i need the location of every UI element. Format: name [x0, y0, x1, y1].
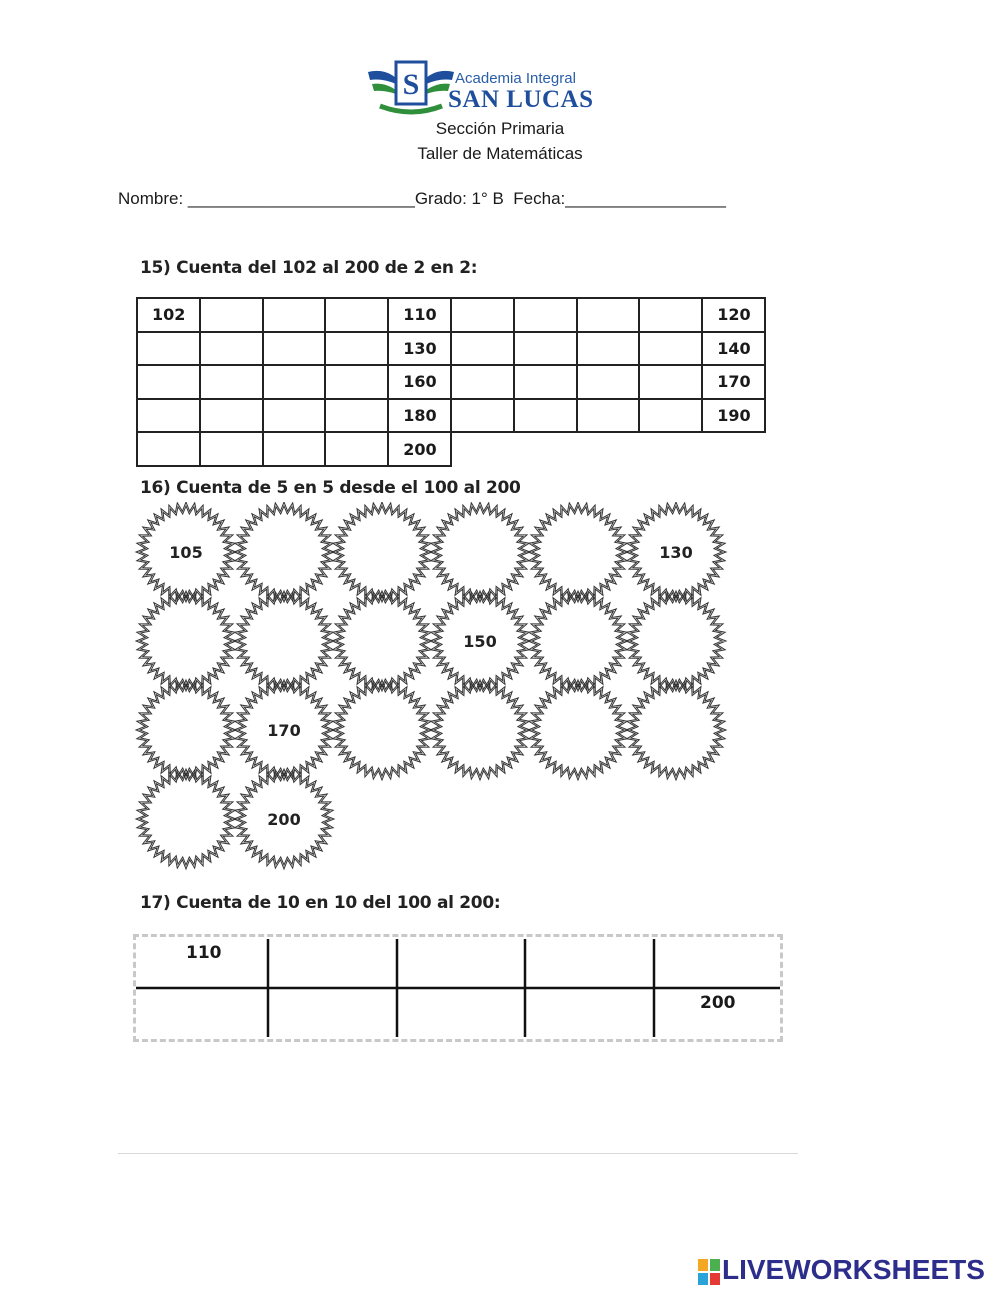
ex16-sun[interactable]: [430, 680, 530, 780]
ex15-cell[interactable]: [513, 398, 578, 434]
ex15-cell[interactable]: [576, 398, 641, 434]
ex16-sun[interactable]: [332, 502, 432, 602]
ex15-cell: 170: [701, 364, 766, 400]
ex15-cell[interactable]: [450, 364, 515, 400]
ex16-sun[interactable]: [528, 680, 628, 780]
ex15-cell[interactable]: [199, 364, 264, 400]
ex16-sun: [430, 591, 530, 691]
school-logo: [366, 58, 456, 120]
ex15-cell[interactable]: [576, 297, 641, 333]
student-info-line: Nombre: ________________________Grado: 1° B Fecha:_________________: [118, 189, 726, 208]
ex16-sun[interactable]: [234, 502, 334, 602]
logo-text-main: SAN LUCAS: [448, 86, 594, 113]
ex15-cell[interactable]: [324, 398, 389, 434]
ex15-cell[interactable]: [324, 331, 389, 367]
ex15-cell: 190: [701, 398, 766, 434]
ex15-cell[interactable]: [199, 331, 264, 367]
ex17-cell: 110: [186, 943, 222, 963]
ex16-sun-value: 170: [267, 721, 301, 740]
ex15-cell[interactable]: [262, 398, 327, 434]
ex16-sun[interactable]: [528, 591, 628, 691]
ex15-cell: 200: [387, 431, 452, 467]
workshop-title: Taller de Matemáticas: [417, 144, 583, 163]
ex16-sun[interactable]: [430, 502, 530, 602]
ex15-cell: 180: [387, 398, 452, 434]
ex16-sun[interactable]: [528, 502, 628, 602]
ex15-cell: 130: [387, 331, 452, 367]
exercise-17-title: 17) Cuenta de 10 en 10 del 100 al 200:: [140, 893, 501, 913]
ex16-sun: [136, 502, 236, 602]
ex16-sun-value: 150: [463, 632, 497, 651]
section-title: Sección Primaria: [435, 119, 565, 138]
ex15-cell[interactable]: [638, 398, 703, 434]
ex15-cell[interactable]: [450, 297, 515, 333]
ex15-cell[interactable]: [638, 331, 703, 367]
ex16-sun-value: 130: [659, 543, 693, 562]
ex17-grid-lines: [136, 937, 780, 1039]
ex16-sun[interactable]: [136, 591, 236, 691]
ex15-cell[interactable]: [136, 331, 201, 367]
exercise-15-title: 15) Cuenta del 102 al 200 de 2 en 2:: [140, 258, 478, 278]
ex15-cell[interactable]: [199, 431, 264, 467]
ex15-cell[interactable]: [262, 431, 327, 467]
ex15-cell[interactable]: [136, 431, 201, 467]
ex15-cell: 120: [701, 297, 766, 333]
ex17-cell: 200: [700, 993, 736, 1013]
exercise-16-title: 16) Cuenta de 5 en 5 desde el 100 al 200: [140, 478, 521, 498]
liveworksheets-brand: LIVEWORKSHEETS: [722, 1254, 985, 1285]
ex15-cell[interactable]: [199, 297, 264, 333]
exercise-17-grid: [133, 934, 783, 1042]
ex15-cell[interactable]: [136, 364, 201, 400]
ex15-cell[interactable]: [450, 398, 515, 434]
ex15-cell[interactable]: [576, 364, 641, 400]
ex15-cell[interactable]: [513, 297, 578, 333]
liveworksheets-icon: [698, 1259, 720, 1285]
logo-monogram: S: [402, 68, 420, 101]
ex15-cell[interactable]: [638, 297, 703, 333]
ex15-cell[interactable]: [262, 364, 327, 400]
ex15-cell[interactable]: [324, 431, 389, 467]
ex15-cell: 102: [136, 297, 201, 333]
ex15-cell: 110: [387, 297, 452, 333]
ex15-cell: 160: [387, 364, 452, 400]
ex15-cell[interactable]: [513, 331, 578, 367]
ex15-cell[interactable]: [199, 398, 264, 434]
ex15-cell[interactable]: [324, 297, 389, 333]
ex15-cell: 140: [701, 331, 766, 367]
ex16-sun: [234, 769, 334, 869]
ex15-cell[interactable]: [513, 364, 578, 400]
ex16-sun[interactable]: [626, 591, 726, 691]
logo-text-top: Academia Integral: [455, 70, 576, 87]
ex16-sun[interactable]: [626, 680, 726, 780]
ex15-cell[interactable]: [450, 331, 515, 367]
ex16-sun[interactable]: [332, 591, 432, 691]
ex15-cell[interactable]: [136, 398, 201, 434]
ex15-cell[interactable]: [576, 331, 641, 367]
ex15-cell[interactable]: [324, 364, 389, 400]
ex16-sun[interactable]: [234, 591, 334, 691]
ex16-sun-value: 105: [169, 543, 203, 562]
footer-divider: [118, 1153, 798, 1154]
ex16-sun: [626, 502, 726, 602]
ex16-sun[interactable]: [136, 769, 236, 869]
ex16-sun-value: 200: [267, 810, 301, 829]
ex16-sun: [234, 680, 334, 780]
ex15-cell[interactable]: [638, 364, 703, 400]
ex15-cell[interactable]: [262, 297, 327, 333]
ex15-cell[interactable]: [262, 331, 327, 367]
ex16-sun[interactable]: [136, 680, 236, 780]
exercise-16-suns: [130, 502, 750, 872]
ex16-sun[interactable]: [332, 680, 432, 780]
